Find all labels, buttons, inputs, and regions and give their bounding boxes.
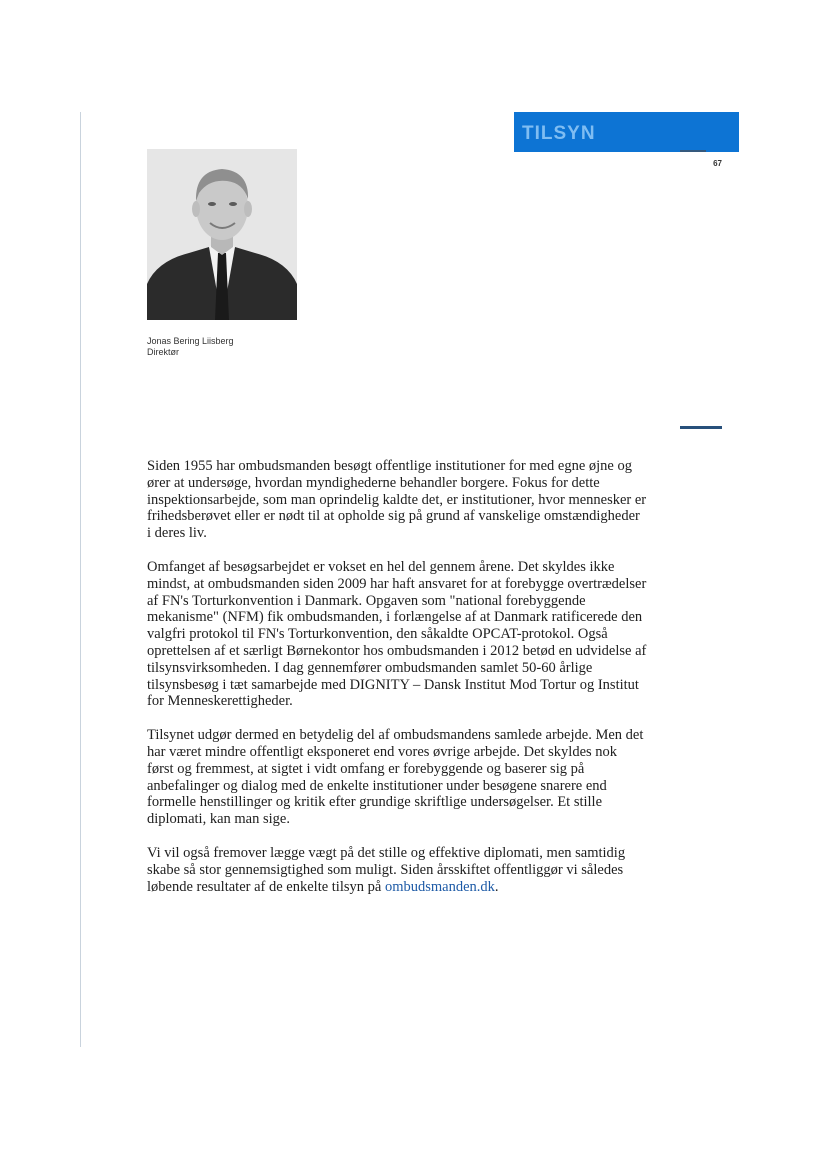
paragraph-4 [147, 845, 647, 895]
paragraph-4-text: Vi vil også fremover lægge vægt på det stille og effektive diplomati, men samtidig skabe så stor gennemsigtighed som muligt. Siden årsskiftet offentliggør vi således løbende resultater af de enkelte tilsyn på [147, 844, 626, 895]
portrait-name: Jonas Bering Liisberg [147, 336, 234, 346]
portrait-photo [147, 149, 297, 320]
portrait-illustration [147, 149, 297, 320]
website-link[interactable]: ombudsmanden.dk [384, 878, 495, 895]
paragraph-4-end: . [494, 878, 499, 895]
article-body [147, 458, 647, 912]
side-marker [680, 426, 722, 429]
margin-rule [80, 112, 81, 1047]
paragraph-2: Omfanget af besøgsarbejdet er vokset en hel del gennem årene. Det skyldes ikke mindst, at ombudsmanden siden 2009 har haft ansvaret for at forebygge overtrædelser af FN's Torturkonvention i Danmark. Opgaven som "national forebyggende mekanisme" (NFM) fik ombudsmanden, i forlængelse af at Danmark ratificerede den valgfri protokol til FN's Torturkonvention, den såkaldte OPCAT-protokol. Også oprettelsen af et særligt Børnekontor hos ombudsmanden i 2012 betød en udvidelse af tilsynsvirksomheden. I dag gennemfører ombudsmanden samlet 50-60 årlige tilsynsbesøg i tæt samarbejde med DIGNITY – Dansk Institut Mod Tortur og Institut for Menneskerettigheder. [147, 558, 647, 710]
section-tag-label: TILSYN [522, 123, 596, 144]
paragraph-1: Siden 1955 har ombudsmanden besøgt offentlige institutioner for med egne øjne og ører at undersøge, hvordan myndighederne behandler borgere. Fokus for dette inspektionsarbejde, som man oprindelig kaldte det, er institutioner, hvor mennesker er frihedsberøvet eller er nødt til at opholde sig på grund af vanskelige omstændigheder i deres liv. [147, 458, 647, 542]
paragraph-3: Tilsynet udgør dermed en betydelig del af ombudsmandens samlede arbejde. Men det har været mindre offentligt eksponeret end vores øvrige arbejde. Det skyldes nok først og fremmest, at sigtet i vidt omfang er forebyggende og baserer sig på anbefalinger og dialog med de enkelte institutioner under besøgene snarere end formelle henstillinger og kritik efter grundige skriftlige undersøgelser. Et stille diplomati, kan man sige. [147, 727, 644, 828]
section-tag-underline [680, 150, 706, 152]
portrait-caption [147, 336, 234, 358]
portrait-title: Direktør [147, 347, 179, 357]
page-number: 67 [713, 159, 722, 168]
section-tag [514, 112, 739, 152]
